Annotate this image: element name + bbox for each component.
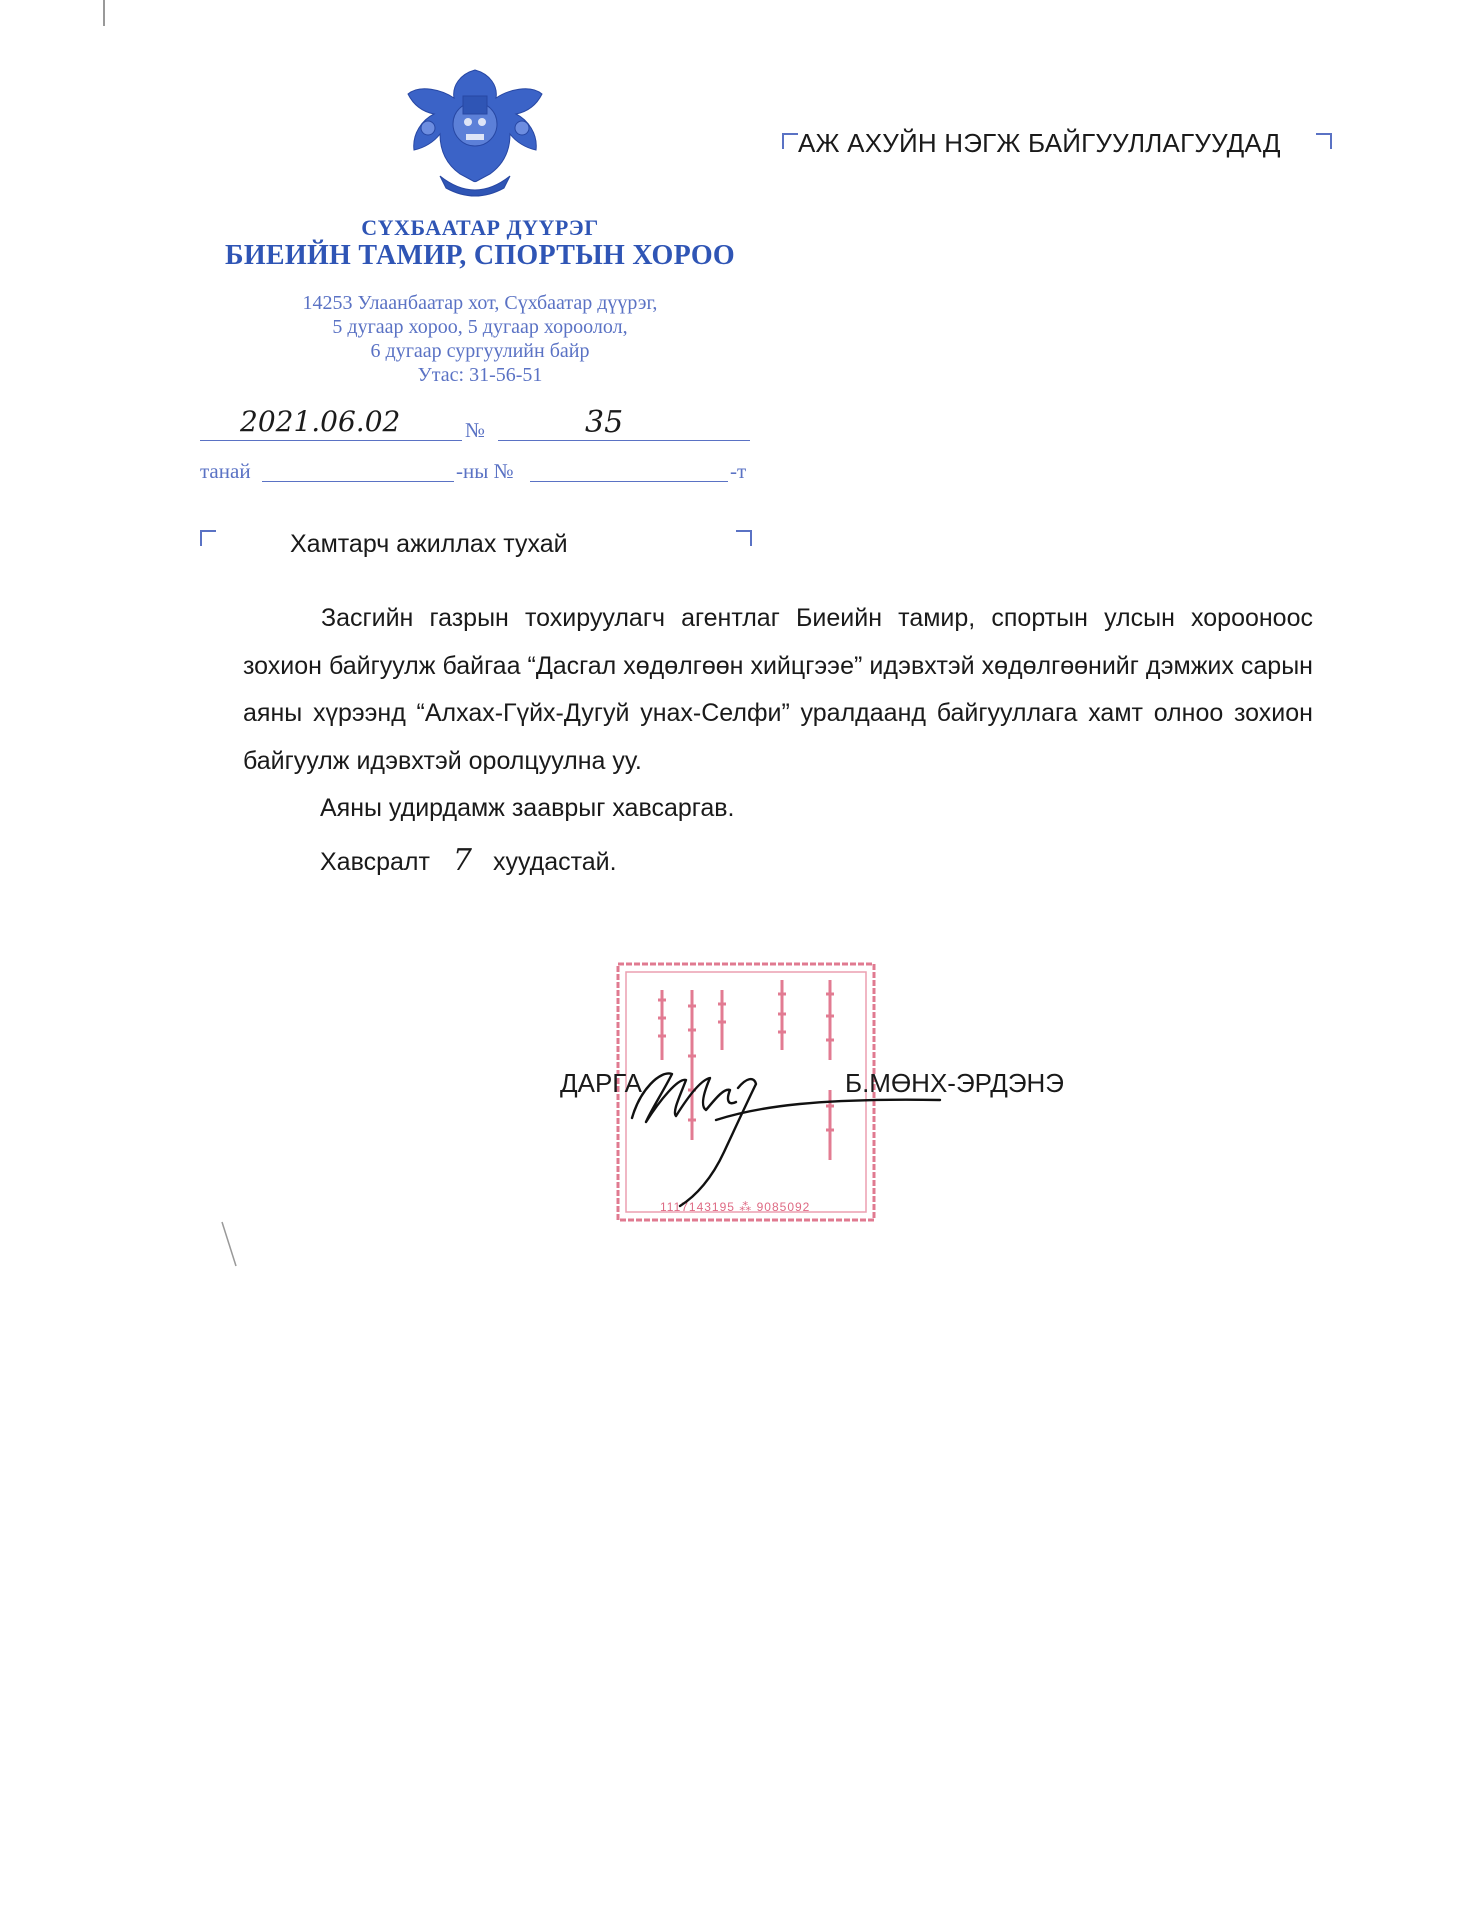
attachment-line bbox=[320, 843, 617, 878]
number-line bbox=[498, 440, 750, 441]
letter-number: 35 bbox=[585, 405, 624, 440]
letter-date: 2021.06.02 bbox=[240, 405, 401, 438]
reply-prefix: танай bbox=[200, 459, 251, 483]
letterhead-address-line: 5 дугаар хороо, 5 дугаар хороолол, bbox=[332, 316, 628, 338]
attachment-prefix: Хавсралт bbox=[320, 848, 430, 876]
signatory-title: ДАРГА bbox=[560, 1068, 642, 1098]
letter-subject: Хамтарч ажиллах тухай bbox=[290, 530, 568, 558]
reply-suffix: -т bbox=[730, 459, 747, 483]
number-label: № bbox=[465, 418, 486, 442]
scan-mark bbox=[98, 0, 110, 30]
reply-middle: -ны № bbox=[456, 459, 514, 483]
handwritten-signature bbox=[620, 1040, 950, 1210]
addressee: АЖ АХУЙН НЭГЖ БАЙГУУЛЛАГУУДАД bbox=[798, 128, 1281, 158]
attachment-suffix: хуудастай. bbox=[492, 848, 617, 876]
bracket-corner bbox=[782, 133, 798, 149]
letterhead-phone: Утас: 31-56-51 bbox=[417, 364, 543, 386]
date-line bbox=[200, 440, 462, 441]
scan-mark bbox=[220, 1220, 240, 1270]
signatory-name: Б.МӨНХ-ЭРДЭНЭ bbox=[845, 1068, 1064, 1098]
letterhead-address-line: 6 дугаар сургуулийн байр bbox=[370, 340, 590, 362]
body-paragraph: Засгийн газрын тохируулагч агентлаг Биеийн тамир, спортын улсын хорооноос зохион байгуулж байгаа “Дасгал хөдөлгөөн хийцгээе” идэвхтэй хөдөлгөөнийг дэмжих сарын аяны хүрээнд “Алхах-Гүйх-Дугуй унах-Селфи” уралдаанд байгууллага хамт олноо зохион байгуулж идэвхтэй оролцуулна уу. bbox=[243, 604, 1313, 775]
bracket-corner bbox=[200, 530, 216, 546]
coat-of-arms-emblem bbox=[400, 64, 550, 204]
bracket-corner bbox=[736, 530, 752, 546]
bracket-corner bbox=[1316, 133, 1332, 149]
reply-date-line bbox=[262, 481, 454, 482]
attachment-count: 7 bbox=[452, 843, 472, 878]
body-instruction-line: Аяны удирдамж зааврыг хавсаргав. bbox=[320, 794, 735, 822]
letterhead-organization: БИЕИЙН ТАМИР, СПОРТЫН ХОРОО bbox=[225, 240, 735, 271]
letterhead-district: СҮХБААТАР ДҮҮРЭГ bbox=[361, 215, 599, 240]
reply-number-line bbox=[530, 481, 728, 482]
letterhead-address-line: 14253 Улаанбаатар хот, Сүхбаатар дүүрэг, bbox=[302, 292, 658, 314]
stamp-code: 1117143195 ⁂ 9085092 bbox=[660, 1200, 811, 1214]
